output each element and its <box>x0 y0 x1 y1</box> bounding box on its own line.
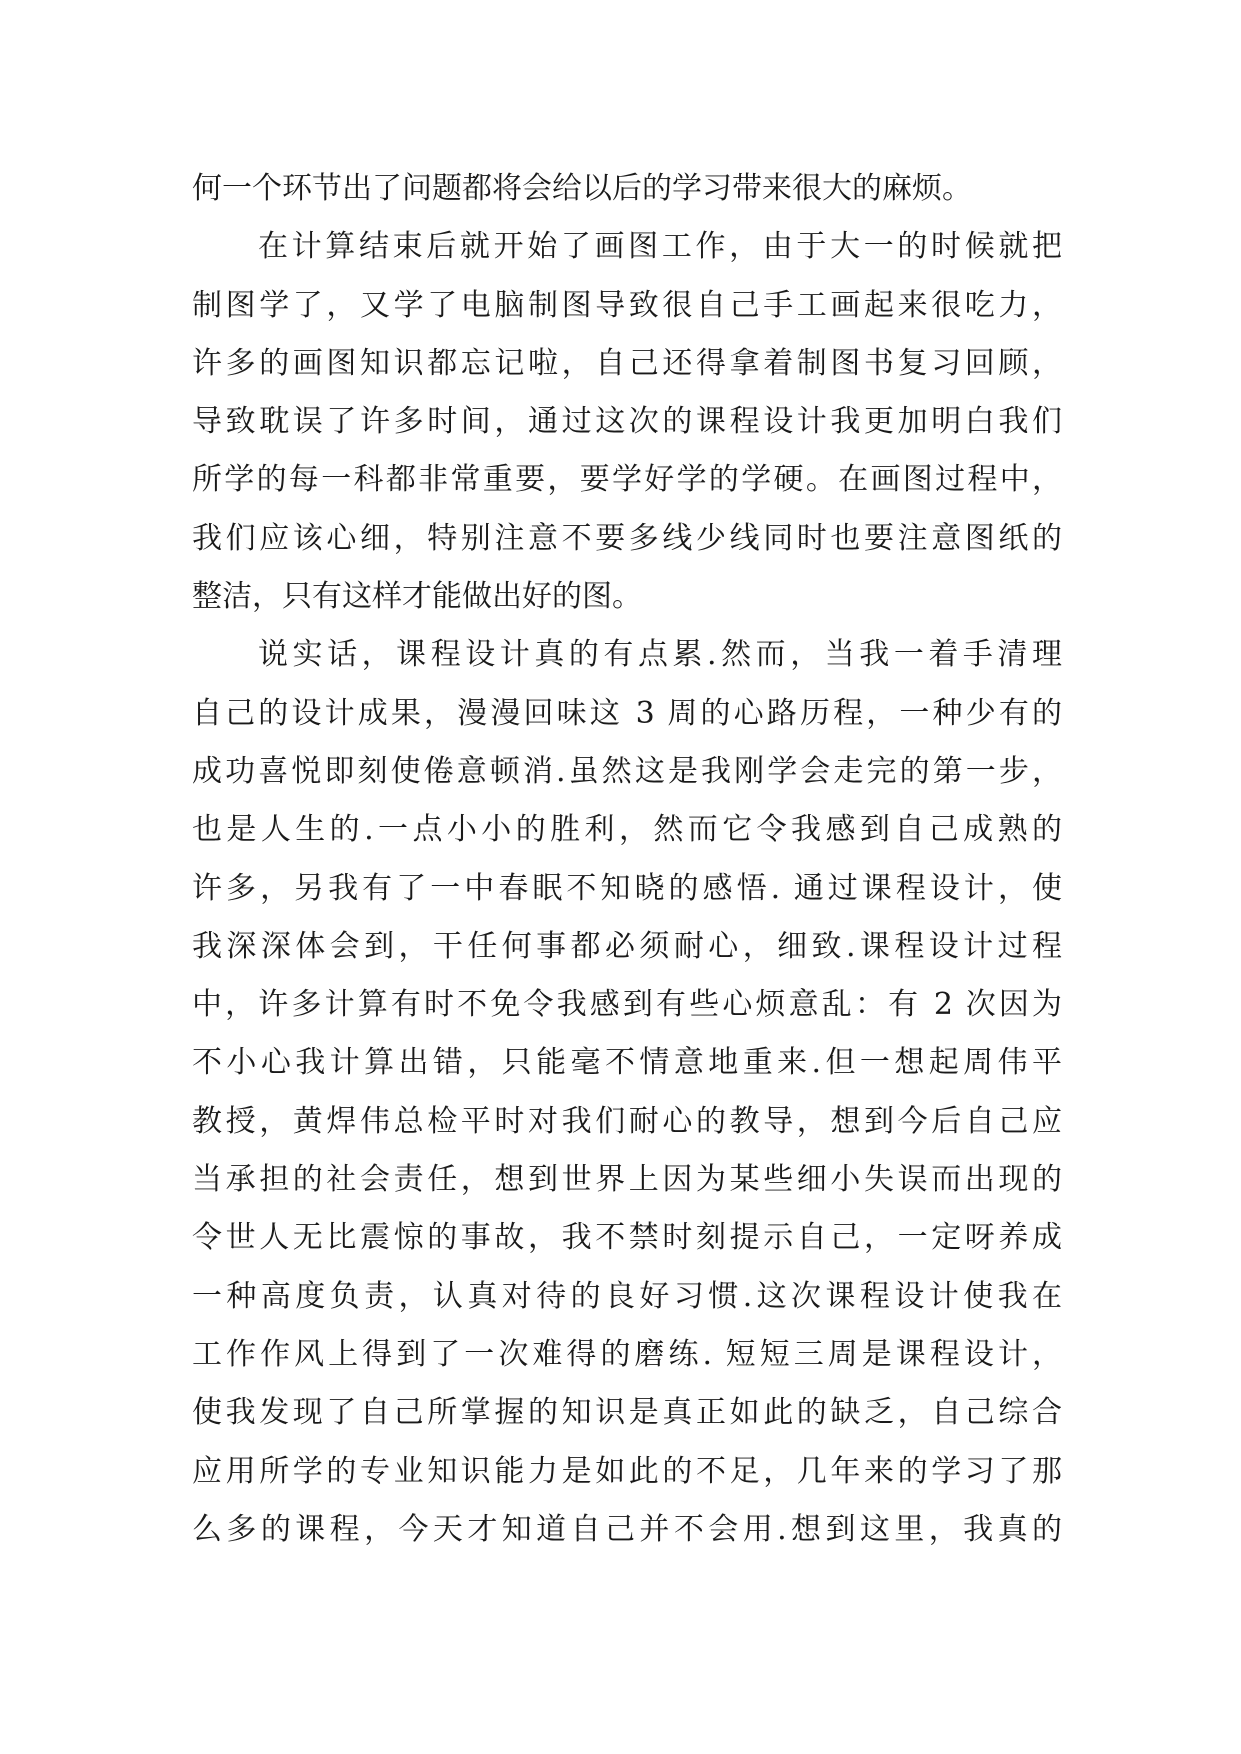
text-line: 使我发现了自己所掌握的知识是真正如此的缺乏，自己综合 <box>192 1395 1062 1431</box>
paragraph-last-line: 整洁，只有这样才能做出好的图。 <box>192 579 642 615</box>
text-line: 所学的每一科都非常重要，要学好学的学硬。在画图过程中， <box>192 462 1062 498</box>
text-line: 制图学了，又学了电脑制图导致很自己手工画起来很吃力， <box>192 287 1062 323</box>
text-line: 令世人无比震惊的事故，我不禁时刻提示自己，一定呀养成 <box>192 1220 1062 1256</box>
document-body <box>192 160 1062 1559</box>
text-line: 不小心我计算出错，只能毫不情意地重来.但一想起周伟平 <box>192 1045 1062 1081</box>
text-line: 当承担的社会责任，想到世界上因为某些细小失误而出现的 <box>192 1162 1062 1198</box>
text-line: 导致耽误了许多时间，通过这次的课程设计我更加明白我们 <box>192 404 1062 440</box>
text-line: 我深深体会到，干任何事都必须耐心，细致.课程设计过程 <box>192 928 1062 964</box>
text-line: 一种高度负责，认真对待的良好习惯.这次课程设计使我在 <box>192 1278 1062 1314</box>
text-line: 也是人生的.一点小小的胜利，然而它令我感到自己成熟的 <box>192 812 1062 848</box>
text-line: 许多，另我有了一中春眠不知晓的感悟. 通过课程设计，使 <box>192 870 1062 906</box>
text-line: 么多的课程，今天才知道自己并不会用.想到这里，我真的 <box>192 1511 1062 1547</box>
text-line: 自己的设计成果，漫漫回味这 3 周的心路历程，一种少有的 <box>192 695 1062 731</box>
paragraph-first-line: 在计算结束后就开始了画图工作，由于大一的时候就把 <box>258 229 1062 265</box>
text-line: 应用所学的专业知识能力是如此的不足，几年来的学习了那 <box>192 1453 1062 1489</box>
text-line: 许多的画图知识都忘记啦，自己还得拿着制图书复习回顾， <box>192 345 1062 381</box>
text-line: 我们应该心细，特别注意不要多线少线同时也要注意图纸的 <box>192 520 1062 556</box>
text-line: 何一个环节出了问题都将会给以后的学习带来很大的麻烦。 <box>192 171 972 206</box>
text-line: 中，许多计算有时不免令我感到有些心烦意乱：有 2 次因为 <box>192 987 1062 1023</box>
text-line: 教授，黄焊伟总检平时对我们耐心的教导，想到今后自己应 <box>192 1103 1062 1139</box>
text-line: 成功喜悦即刻使倦意顿消.虽然这是我刚学会走完的第一步， <box>192 753 1062 789</box>
paragraph-first-line: 说实话，课程设计真的有点累.然而，当我一着手清理 <box>258 637 1062 673</box>
text-line: 工作作风上得到了一次难得的磨练. 短短三周是课程设计， <box>192 1336 1062 1372</box>
